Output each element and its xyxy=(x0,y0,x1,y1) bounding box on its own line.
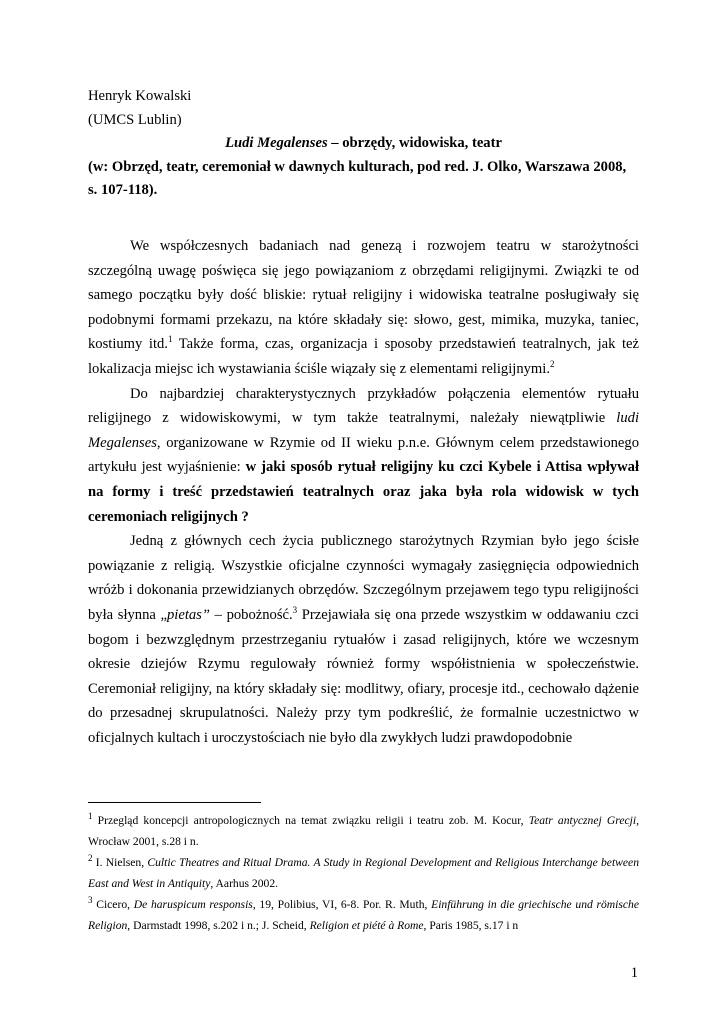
footnote-2-italic: Cultic Theatres and Ritual Drama. A Study in Regional Development and Religious Interchange between East and West in Antiquity xyxy=(88,856,639,890)
footnote-1-text-b: Wrocław 2001, s.28 i n. xyxy=(88,835,199,848)
paragraph-3 xyxy=(88,529,639,750)
footnote-separator xyxy=(88,802,261,803)
author-name: Henryk Kowalski xyxy=(88,88,192,104)
footnote-3-text-d: , Paris 1985, s.17 i n xyxy=(423,919,519,932)
footnote-3 xyxy=(88,894,639,936)
footnote-3-text-a: Cicero, xyxy=(92,898,134,911)
footnote-3-text-b: , 19, Polibius, VI, 6-8. Por. R. Muth, xyxy=(252,898,432,911)
footnote-2 xyxy=(88,852,639,894)
paragraph-3-text-c: Przejawiała się ona przede wszystkim w oddawaniu czci bogom i bezwzględnym przestrzeganiu rytuałów i zasad religijnych, które we wczesnym okresie dziejów Rzymu regulowały również formy współistnienia w społeczeństwie. Ceremoniał religijny, na który składały się: modlitwy, ofiary, procesje itd., cechowało dążenie do przesadnej skrupulatności. Należy przy tym podkreślić, że formalnie uczestnictwo w oficjalnych kultach i uroczystościach nie było dla zwykłych ludzi prawdopodobnie xyxy=(88,606,639,746)
paragraph-3-text-b: – pobożność. xyxy=(209,606,293,623)
paragraph-1-text-b: Także forma, czas, organizacja i sposoby przedstawień teatralnych, jak też lokalizacja miejsc ich wystawiania ściśle wiązały się z elementami religijnymi. xyxy=(88,336,640,377)
footnote-1 xyxy=(88,810,639,852)
article-title-italic: Ludi Megalenses xyxy=(225,135,328,151)
footnote-1-italic: Teatr antycznej Grecji, xyxy=(528,814,639,827)
research-question: w jaki sposób rytuał religijny ku czci Kybele i Attisa wpływał na formy i treść przedstawień teatralnych oraz jaka była rola widowisk w tych ceremoniach religijnych ? xyxy=(88,459,639,525)
footnote-1-text-a: Przegląd koncepcji antropologicznych na temat związku religii i teatru zob. M. Kocur, xyxy=(92,814,529,827)
paragraph-1 xyxy=(88,234,639,382)
footnote-3-number: 3 xyxy=(88,895,93,906)
footnote-2-number: 2 xyxy=(88,853,93,864)
footnote-1-number: 1 xyxy=(88,811,93,822)
footnote-ref-3[interactable]: 3 xyxy=(292,605,298,616)
paragraph-2-text-a: Do najbardziej charakterystycznych przykładów połączenia elementów rytuału religijnego z widowiskowymi, w tym także teatralnymi, należały niewątpliwie xyxy=(88,385,639,427)
footnote-ref-1[interactable]: 1 xyxy=(167,334,173,345)
article-title xyxy=(88,132,639,156)
paragraph-1-text-a: We współczesnych badaniach nad genezą i rozwojem teatru w starożytności szczególną uwagę poświęca się jego powiązaniom z obrzędami religijnymi. Związki te od samego początku były dość bliskie: rytuał religijny i widowiska teatralne posługiwały się podobnymi formami przekazu, na które składały się: słowo, gest, mimika, muzyka, taniec, kostiumy itd. xyxy=(88,238,639,353)
paragraph-2 xyxy=(88,382,639,530)
footnote-2-text-b: , Aarhus 2002. xyxy=(210,877,279,890)
footnote-2-text-a: I. Nielsen, xyxy=(92,856,148,869)
article-header xyxy=(88,85,639,203)
article-body xyxy=(88,234,639,750)
author-affiliation: (UMCS Lublin) xyxy=(88,111,182,128)
footnote-3-italic-2: Einführung in die griechische und römische Religion xyxy=(88,898,640,932)
paragraph-2-italic: ludi Megalenses xyxy=(88,410,639,451)
footnote-ref-2[interactable]: 2 xyxy=(549,359,555,370)
footnote-3-italic-3: Religion et piété à Rome xyxy=(309,919,424,932)
article-title-rest: – obrzędy, widowiska, teatr xyxy=(327,135,502,151)
paragraph-3-italic: pietas” xyxy=(167,606,210,623)
paragraph-2-text-b: , organizowane w Rzymie od II wieku p.n.e. Głównym celem przedstawionego artykułu jest wyjaśnienie: xyxy=(88,434,639,476)
page-number: 1 xyxy=(630,965,638,981)
paragraph-3-text-a: Jedną z głównych cech życia publicznego starożytnych Rzymian było jego ścisłe powiązanie z religią. Wszystkie oficjalne czynności wymagały zasięgnięcia odpowiednich wróżb i dokonania przewidzianych obrzędów. Szczególnym przejawem tego typu religijności była słynna „ xyxy=(88,533,639,623)
article-source: (w: Obrzęd, teatr, ceremoniał w dawnych kulturach, pod red. J. Olko, Warszawa 2008, s. 107-118). xyxy=(88,158,627,198)
footnotes xyxy=(88,810,639,936)
footnote-3-italic-1: De haruspicum responsis xyxy=(133,898,253,911)
footnote-3-text-c: , Darmstadt 1998, s.202 i n.; J. Scheid, xyxy=(127,919,310,932)
